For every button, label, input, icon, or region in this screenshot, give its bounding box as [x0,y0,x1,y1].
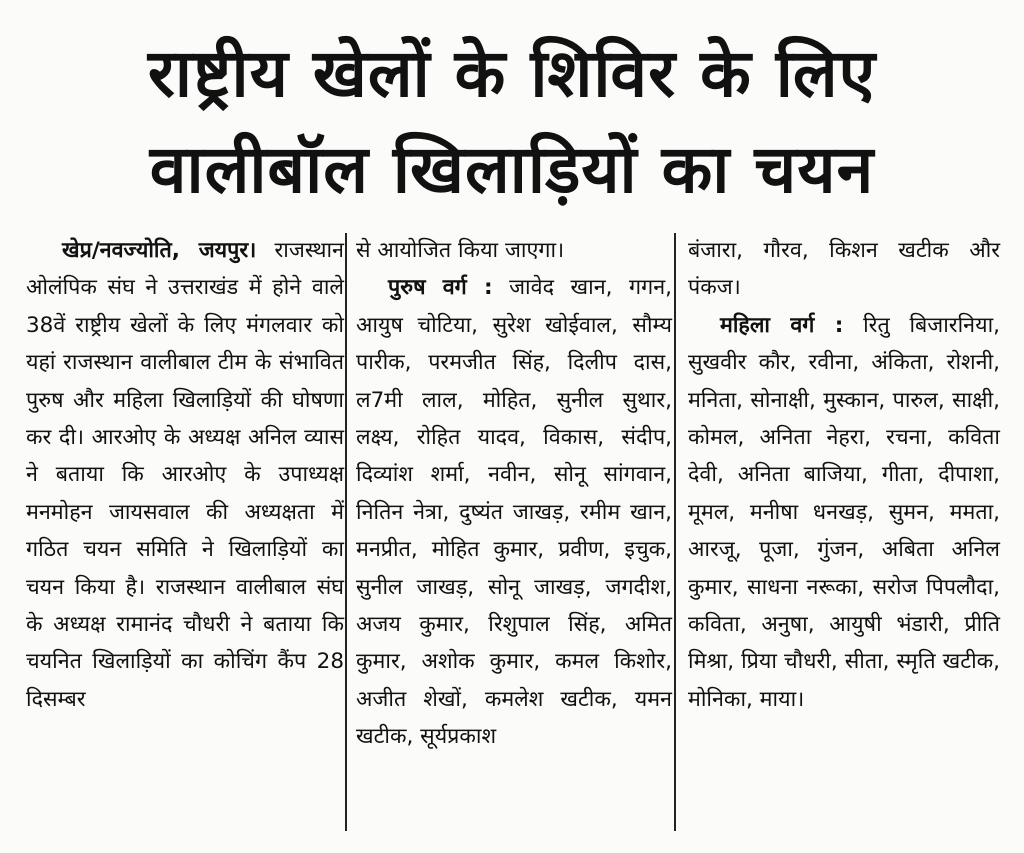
men-label: पुरुष वर्ग : [388,275,493,301]
column-divider-1 [345,233,347,831]
body-text-col2: से आयोजित किया जाएगा। [356,238,565,263]
men-list-paragraph [356,269,672,755]
women-list-paragraph [688,307,1000,718]
column-divider-2 [674,233,676,831]
article-column-1 [26,232,344,718]
dateline: खेप्र/नवज्योति, जयपुर। [62,238,257,263]
headline [0,26,1024,218]
article-column-2 [356,232,672,756]
men-list-continued: बंजारा, गौरव, किशन खटीक और पंकज। [688,238,1000,301]
men-list: जावेद खान, गगन, आयुष चोटिया, सुरेश खोईवाल, सौम्य पारीक, परमजीत सिंह, दिलीप दास, ल7मी लाल, मोहित, सुनील सुथार, लक्ष्य, रोहित यादव, विकास, संदीप, दिव्यांश शर्मा, नवीन, सोनू सांगवान, नितिन नेत्रा, दुष्यंत जाखड़, रमीम खान, मनप्रीत, मोहित कुमार, प्रवीण, इचुक, सुनील जाखड़, सोनू जाखड़, जगदीश, अजय कुमार, रिशुपाल सिंह, अमित कुमार, अशोक कुमार, कमल किशोर, अजीत शेखों, कमलेश खटीक, यमन खटीक, सूर्यप्रकाश [356,275,672,750]
headline-line-2: वालीबॉल खिलाड़ियों का चयन [149,131,875,208]
article-column-3 [688,232,1000,718]
headline-line-1: राष्ट्रीय खेलों के शिविर के लिए [147,35,877,112]
intro-paragraph [26,232,344,718]
body-text-col1: राजस्थान ओलंपिक संघ ने उत्तराखंड में होने वाले 38वें राष्ट्रीय खेलों के लिए मंगलवार को यहां राजस्थान वालीबाल टीम के संभावित पुरुष और महिला खिलाड़ियों की घोषणा कर दी। आरओए के अध्यक्ष अनिल व्यास ने बताया कि आरओए के उपाध्यक्ष मनमोहन जायसवाल की अध्यक्षता में गठित चयन समिति ने खिलाड़ियों का चयन किया है। राजस्थान वालीबाल संघ के अध्यक्ष रामानंद चौधरी ने बताया कि चयनित खिलाड़ियों का कोचिंग कैंप 28 दिसम्बर [26,238,344,712]
women-list: रितु बिजारनिया, सुखवीर कौर, रवीना, अंकिता, रोशनी, मनिता, सोनाक्षी, मुस्कान, पारुल, साक्षी, कोमल, अनिता नेहरा, रचना, कविता देवी, अनिता बाजिया, गीता, दीपाशा, मूमल, मनीषा धनखड़, सुमन, ममता, आरजू, पूजा, गुंजन, अबिता अनिल कुमार, साधना नरूका, सरोज पिपलौदा, कविता, अनुषा, आयुषी भंडारी, प्रीति मिश्रा, प्रिया चौधरी, सीता, स्मृति खटीक, मोनिका, माया। [688,312,1000,712]
women-label: महिला वर्ग : [720,312,844,338]
